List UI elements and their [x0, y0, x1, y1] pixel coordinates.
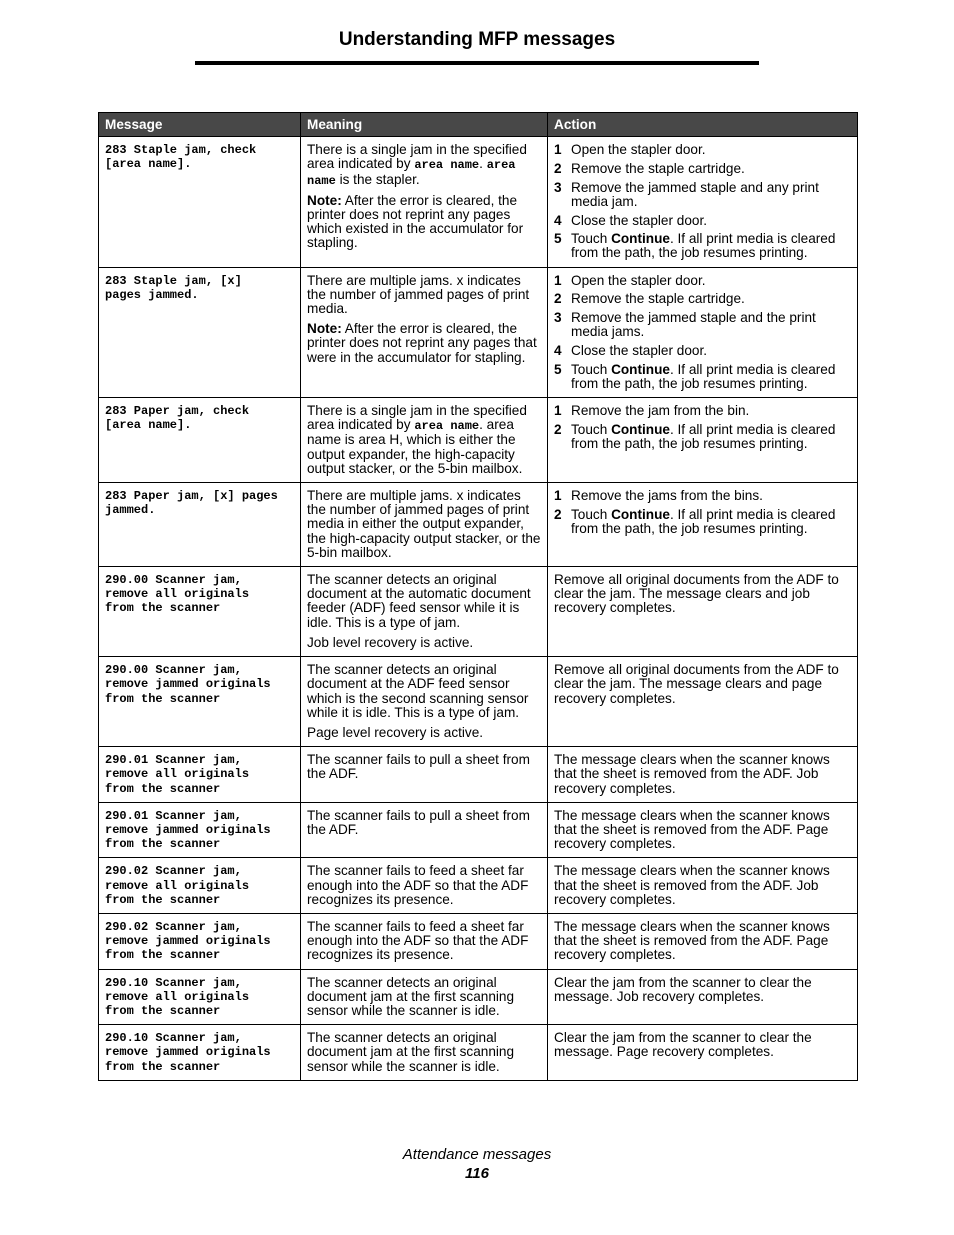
step-text	[571, 404, 852, 418]
meaning-cell	[301, 913, 548, 969]
action-step	[554, 292, 852, 306]
action-text: Remove all original documents from the ADF to clear the jam. The message clears and page recovery completes.	[554, 662, 839, 706]
action-step	[554, 423, 852, 451]
bold-text: Continue	[611, 361, 670, 377]
action-step	[554, 232, 852, 260]
text-run: The scanner fails to pull a sheet from the ADF.	[307, 807, 530, 837]
message-cell: 283 Paper jam, [x] pages jammed.	[99, 483, 301, 567]
table-row	[99, 483, 858, 567]
step-number: 5	[554, 361, 562, 377]
step-text	[571, 344, 852, 358]
table-row	[99, 969, 858, 1025]
action-text: Remove all original documents from the ADF to clear the jam. The message clears and job recovery completes.	[554, 572, 839, 616]
column-header-meaning: Meaning	[301, 113, 548, 137]
text-run: There are multiple jams. x indicates the number of jammed pages of print media in either the output expander, the high-capacity output stacker, or the 5-bin mailbox.	[307, 488, 541, 560]
text-run: . area name is area H, which is either the output expander, the high-capacity output stacker, or the 5-bin mailbox.	[307, 417, 523, 476]
meaning-paragraph	[307, 573, 542, 630]
step-text	[571, 162, 852, 176]
meaning-cell	[301, 567, 548, 657]
meaning-cell	[301, 137, 548, 267]
meaning-paragraph	[307, 753, 542, 781]
action-cell	[548, 969, 858, 1025]
table-row	[99, 747, 858, 803]
code-text: area name	[307, 158, 516, 188]
text-run: The scanner fails to pull a sheet from the ADF.	[307, 752, 530, 782]
step-text	[571, 489, 852, 503]
action-cell	[548, 802, 858, 858]
messages-table	[98, 112, 858, 1081]
action-steps-list	[554, 274, 852, 391]
action-step	[554, 214, 852, 228]
message-cell: 290.02 Scanner jam, remove all originals from the scanner	[99, 858, 301, 914]
action-text: Clear the jam from the scanner to clear the message. Page recovery completes.	[554, 1030, 812, 1060]
text-run: After the error is cleared, the printer does not reprint any pages which existed in the accumulator for stapling.	[307, 192, 524, 251]
step-text	[571, 143, 852, 157]
meaning-paragraph	[307, 636, 542, 650]
step-number: 5	[554, 231, 562, 247]
step-number: 4	[554, 342, 562, 358]
bold-text: Note:	[307, 192, 342, 208]
meaning-cell	[301, 858, 548, 914]
action-step	[554, 508, 852, 536]
step-text	[571, 508, 852, 536]
step-number: 2	[554, 506, 562, 522]
meaning-cell	[301, 267, 548, 397]
meaning-paragraph	[307, 976, 542, 1019]
text-run: After the error is cleared, the printer does not reprint any pages that were in the accumulator for stapling.	[307, 321, 537, 365]
action-step	[554, 404, 852, 418]
meaning-paragraph	[307, 322, 542, 365]
text-run: is the stapler.	[335, 171, 420, 187]
step-text	[571, 292, 852, 306]
text-run: There is a single jam in the specified area indicated by	[307, 142, 527, 172]
bold-text: Note:	[307, 321, 342, 337]
table-row	[99, 657, 858, 747]
meaning-paragraph	[307, 864, 542, 907]
action-cell	[548, 1025, 858, 1081]
action-cell	[548, 398, 858, 483]
step-text	[571, 214, 852, 228]
meaning-cell	[301, 1025, 548, 1081]
text-run: Open the stapler door.	[571, 272, 706, 288]
text-run: Remove the jams from the bins.	[571, 488, 763, 504]
table-row	[99, 267, 858, 397]
text-run: Page level recovery is active.	[307, 724, 484, 740]
meaning-cell	[301, 398, 548, 483]
action-steps-list	[554, 143, 852, 260]
text-run: . If all print media is cleared from the path, the job resumes printing.	[571, 506, 836, 536]
action-cell	[548, 657, 858, 747]
text-run: Open the stapler door.	[571, 142, 706, 158]
text-run: Touch	[571, 231, 612, 247]
table-body	[99, 137, 858, 1081]
text-run: .	[479, 156, 487, 172]
text-run: The scanner detects an original document at the automatic document feeder (ADF) feed sensor while it is idle. This is a type of jam.	[307, 572, 531, 630]
table-row	[99, 802, 858, 858]
page-number: 116	[465, 1165, 489, 1182]
message-cell: 283 Staple jam, [x] pages jammed.	[99, 267, 301, 397]
table-row	[99, 398, 858, 483]
table-header-row	[99, 113, 858, 137]
text-run: Remove the jammed staple and any print media jam.	[571, 179, 819, 209]
message-cell: 290.00 Scanner jam, remove jammed originals from the scanner	[99, 657, 301, 747]
message-cell: 290.10 Scanner jam, remove all originals from the scanner	[99, 969, 301, 1025]
action-cell	[548, 137, 858, 267]
action-step	[554, 143, 852, 157]
message-cell: 283 Paper jam, check [area name].	[99, 398, 301, 483]
action-text: The message clears when the scanner knows that the sheet is removed from the ADF. Job recovery completes.	[554, 752, 830, 796]
bold-text: Continue	[611, 421, 670, 437]
meaning-paragraph	[307, 274, 542, 317]
text-run: . If all print media is cleared from the path, the job resumes printing.	[571, 231, 836, 261]
action-text: The message clears when the scanner knows that the sheet is removed from the ADF. Page recovery completes.	[554, 807, 830, 852]
action-cell	[548, 567, 858, 657]
action-steps-list	[554, 489, 852, 536]
action-steps-list	[554, 404, 852, 451]
text-run: Remove the staple cartridge.	[571, 160, 745, 176]
meaning-paragraph	[307, 1031, 542, 1074]
table-row	[99, 137, 858, 267]
step-number: 1	[554, 488, 562, 504]
meaning-paragraph	[307, 663, 542, 720]
title-rule	[195, 61, 759, 65]
footer-section-name: Attendance messages	[402, 1146, 552, 1163]
step-text	[571, 363, 852, 391]
action-step	[554, 181, 852, 209]
step-number: 2	[554, 160, 562, 176]
action-cell	[548, 913, 858, 969]
step-number: 2	[554, 421, 562, 437]
column-header-action: Action	[548, 113, 858, 137]
action-step	[554, 344, 852, 358]
text-run: The scanner detects an original document jam at the first scanning sensor while the scanner is idle.	[307, 974, 515, 1018]
code-text: area name	[414, 419, 480, 434]
text-run: There are multiple jams. x indicates the number of jammed pages of print media.	[307, 272, 530, 317]
meaning-paragraph	[307, 404, 542, 476]
text-run: Remove the jam from the bin.	[571, 403, 750, 419]
message-cell: 290.01 Scanner jam, remove jammed originals from the scanner	[99, 802, 301, 858]
text-run: The scanner detects an original document at the ADF feed sensor which is the second scanning sensor while it is idle. This is a type of jam.	[307, 662, 529, 720]
action-text: The message clears when the scanner knows that the sheet is removed from the ADF. Page recovery completes.	[554, 918, 830, 963]
text-run: The scanner fails to feed a sheet far enough into the ADF so that the ADF recognizes its presence.	[307, 918, 529, 963]
meaning-cell	[301, 657, 548, 747]
step-text	[571, 423, 852, 451]
meaning-paragraph	[307, 809, 542, 837]
meaning-paragraph	[307, 920, 542, 963]
table-row	[99, 858, 858, 914]
table-row	[99, 1025, 858, 1081]
table-row	[99, 913, 858, 969]
step-number: 1	[554, 403, 562, 419]
meaning-cell	[301, 802, 548, 858]
table-row	[99, 567, 858, 657]
action-text: The message clears when the scanner knows that the sheet is removed from the ADF. Job recovery completes.	[554, 863, 830, 907]
text-run: There is a single jam in the specified area indicated by	[307, 403, 527, 433]
action-step	[554, 363, 852, 391]
code-text: area name	[414, 158, 480, 173]
text-run: Touch	[571, 361, 612, 377]
bold-text: Continue	[611, 231, 670, 247]
step-number: 3	[554, 179, 562, 195]
message-cell: 283 Staple jam, check [area name].	[99, 137, 301, 267]
meaning-paragraph	[307, 726, 542, 740]
action-step	[554, 489, 852, 503]
step-number: 4	[554, 212, 562, 228]
action-step	[554, 311, 852, 339]
column-header-message: Message	[99, 113, 301, 137]
action-cell	[548, 747, 858, 803]
step-text	[571, 232, 852, 260]
step-number: 2	[554, 291, 562, 307]
step-text	[571, 274, 852, 288]
action-cell	[548, 858, 858, 914]
text-run: Remove the jammed staple and the print media jams.	[571, 310, 816, 340]
text-run: Job level recovery is active.	[307, 634, 474, 650]
message-cell: 290.01 Scanner jam, remove all originals from the scanner	[99, 747, 301, 803]
action-cell	[548, 267, 858, 397]
action-text: Clear the jam from the scanner to clear the message. Job recovery completes.	[554, 974, 812, 1004]
text-run: Close the stapler door.	[571, 342, 708, 358]
message-cell: 290.10 Scanner jam, remove jammed originals from the scanner	[99, 1025, 301, 1081]
action-cell	[548, 483, 858, 567]
bold-text: Continue	[611, 506, 670, 522]
action-step	[554, 162, 852, 176]
step-number: 3	[554, 310, 562, 326]
meaning-paragraph	[307, 489, 542, 560]
text-run: Close the stapler door.	[571, 212, 708, 228]
action-step	[554, 274, 852, 288]
step-number: 1	[554, 272, 562, 288]
step-text	[571, 311, 852, 339]
text-run: . If all print media is cleared from the path, the job resumes printing.	[571, 421, 836, 451]
text-run: Touch	[571, 421, 612, 437]
text-run: The scanner fails to feed a sheet far enough into the ADF so that the ADF recognizes its presence.	[307, 863, 529, 907]
step-text	[571, 181, 852, 209]
text-run: . If all print media is cleared from the path, the job resumes printing.	[571, 361, 836, 391]
message-cell: 290.02 Scanner jam, remove jammed originals from the scanner	[99, 913, 301, 969]
text-run: Remove the staple cartridge.	[571, 291, 745, 307]
meaning-paragraph	[307, 194, 542, 251]
text-run: The scanner detects an original document jam at the first scanning sensor while the scanner is idle.	[307, 1030, 515, 1074]
meaning-cell	[301, 969, 548, 1025]
text-run: Touch	[571, 506, 612, 522]
meaning-cell	[301, 483, 548, 567]
page-title: Understanding MFP messages	[338, 29, 616, 50]
meaning-cell	[301, 747, 548, 803]
meaning-paragraph	[307, 143, 542, 188]
message-cell: 290.00 Scanner jam, remove all originals from the scanner	[99, 567, 301, 657]
step-number: 1	[554, 142, 562, 158]
